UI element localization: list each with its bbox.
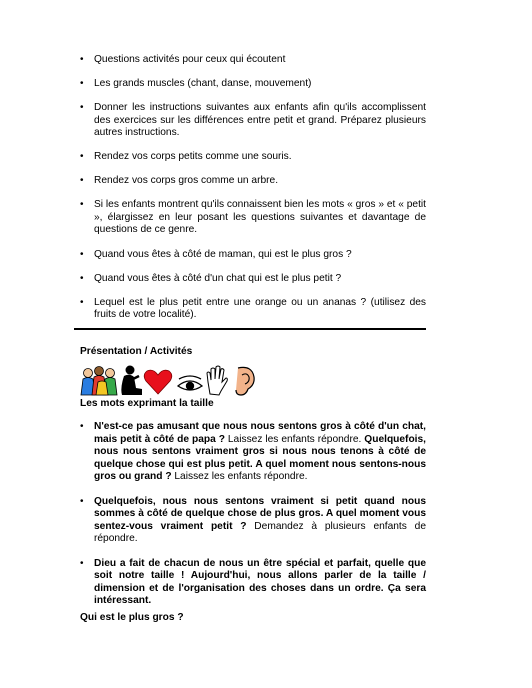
bullet: •	[80, 557, 84, 569]
bullet: •	[80, 78, 84, 90]
horizontal-rule	[74, 328, 426, 330]
ear-icon	[236, 367, 254, 395]
bullet: •	[80, 151, 84, 163]
list-item: • Questions activités pour ceux qui écoutent	[80, 54, 286, 65]
bullet: •	[80, 102, 84, 114]
children-icon	[81, 367, 117, 396]
list-item: • Quand vous êtes à côté de maman, qui est le plus gros ?	[80, 248, 352, 260]
hand-icon	[207, 366, 227, 395]
person-kneeling-icon	[121, 366, 142, 396]
final-heading: Qui est le plus gros ?	[80, 612, 184, 623]
eye-icon	[178, 376, 202, 390]
list-item: • Rendez vos corps petits comme une souris.	[80, 151, 292, 163]
instruction-list	[80, 54, 426, 333]
list-item: • Si les enfants montrent qu'ils connaissent bien les mots « gros » et « petit », élargissez en leur posant les questions suivantes et davantage de questions de ce genre.	[80, 199, 426, 236]
heart-icon	[144, 370, 172, 394]
activity-icons	[80, 364, 270, 396]
bullet: •	[80, 175, 84, 187]
list-item: • Quelquefois, nous nous sentons vraiment si petit quand nous sommes à côté de quelque chose de plus gros. A quel moment vous sentez-vous vraiment petit ? Demandez à plusieurs enfants de répondre.	[80, 495, 426, 544]
bullet: •	[80, 272, 84, 284]
bullet: •	[80, 248, 84, 260]
list-item: • Rendez vos corps gros comme un arbre.	[80, 175, 279, 187]
list-item: • Lequel est le plus petit entre une orange ou un ananas ? (utilisez des fruits de votre localité).	[80, 296, 426, 321]
list-item: • Donner les instructions suivantes aux enfants afin qu'ils accomplissent des exercices sur les différences entre petit et grand. Préparez plusieurs autres instructions.	[80, 102, 426, 139]
bullet: •	[80, 421, 84, 432]
discussion-list	[80, 421, 426, 620]
section-title: Les mots exprimant la taille	[80, 398, 214, 409]
bullet: •	[80, 199, 84, 211]
bullet: •	[80, 296, 84, 308]
list-item: • Quand vous êtes à côté d'un chat qui est le plus petit ?	[80, 272, 342, 284]
bullet: •	[80, 54, 84, 65]
list-item: • Les grands muscles (chant, danse, mouvement)	[80, 78, 312, 90]
list-item: • Dieu a fait de chacun de nous un être spécial et parfait, quelle que soit notre taille ! Aujourd'hui, nous allons parler de la taille / dimension et de l'organisation des choses dans un ordre. Ça sera intéressant.	[80, 557, 426, 606]
presentation-heading: Présentation / Activités	[80, 346, 193, 357]
list-item: • N'est-ce pas amusant que nous nous sentons gros à côté d'un chat, mais petit à côté de papa ? Laissez les enfants répondre. Quelquefois, nous nous sentons vraiment gros si nous nous tenons à côté de quelque chose qui est plus petit. A quel moment nous sentons-nous gros ou grand ? Laissez les enfants répondre.	[80, 421, 426, 482]
bullet: •	[80, 495, 84, 507]
